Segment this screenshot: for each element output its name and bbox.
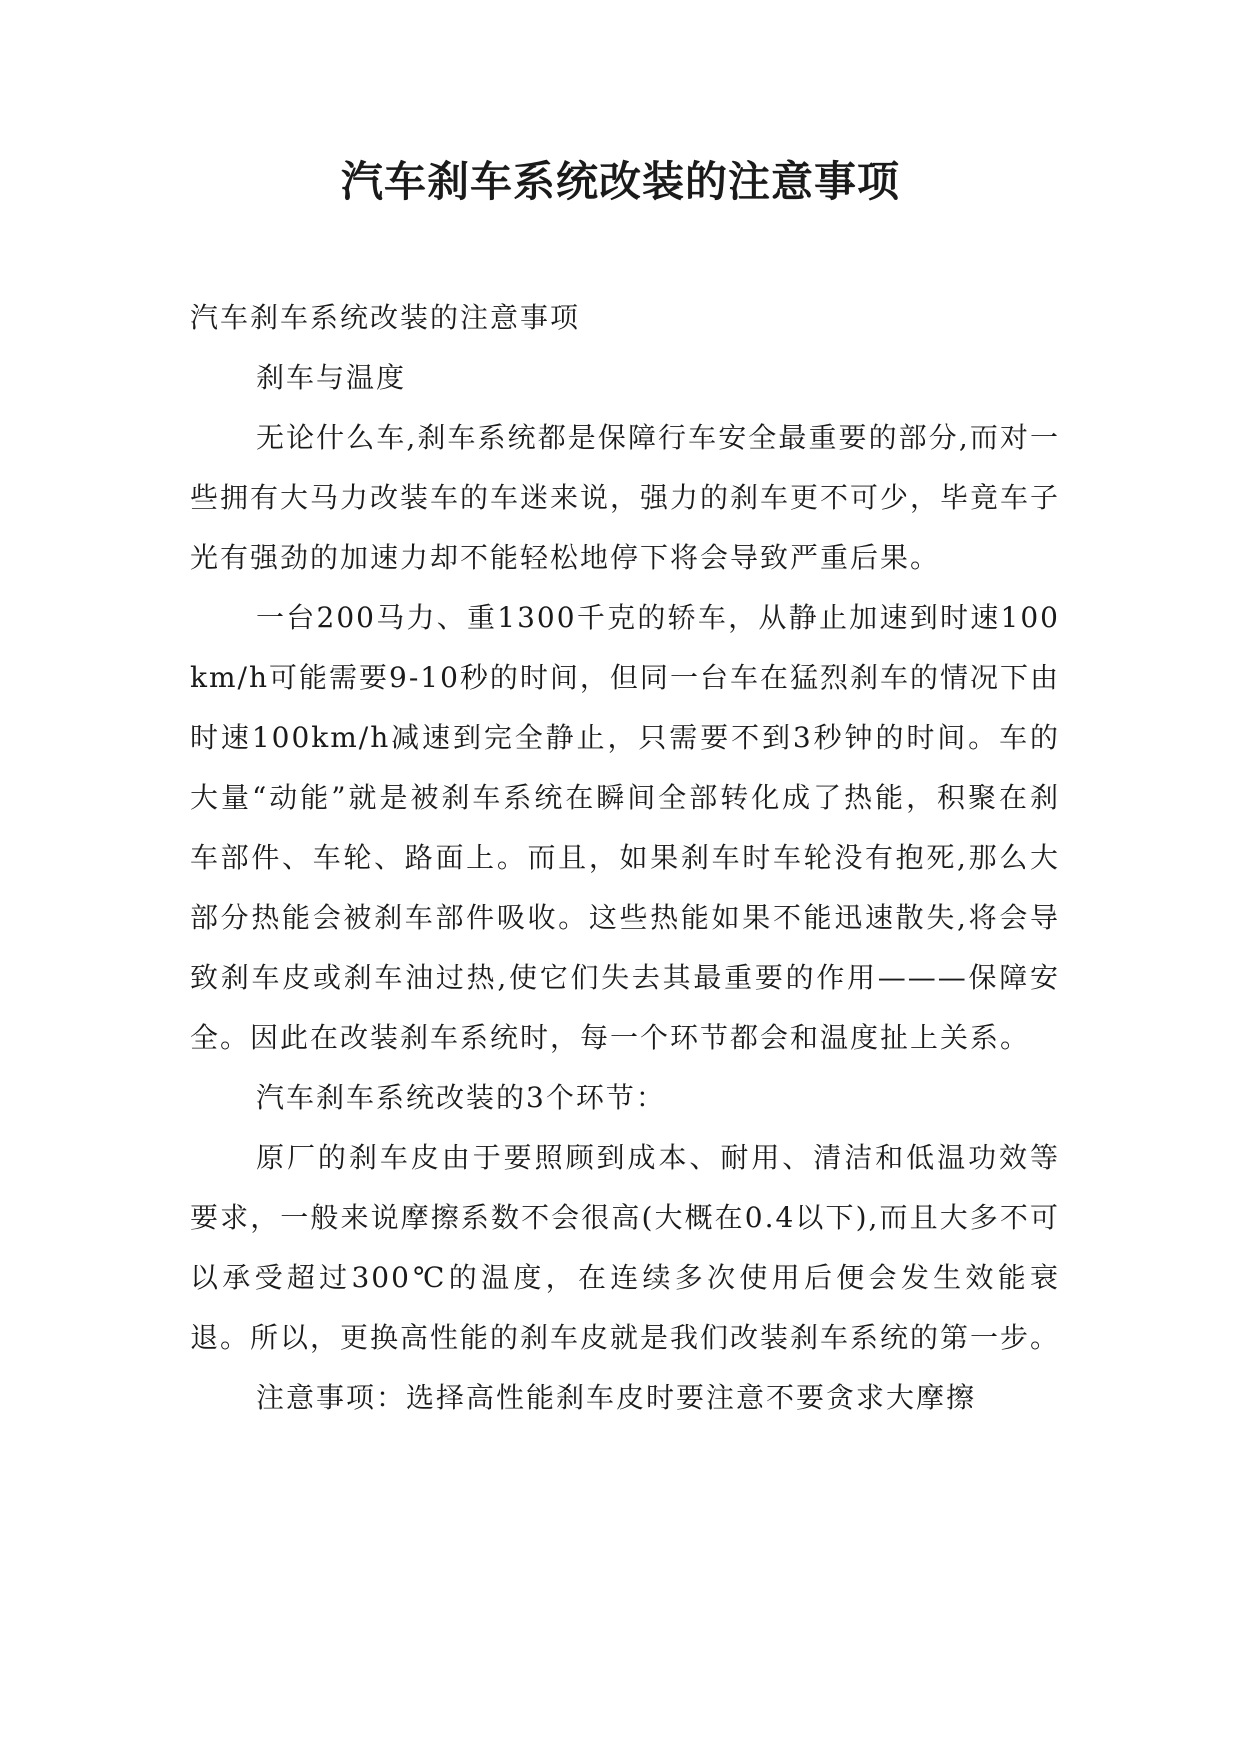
paragraph-section-heading: 刹车与温度 xyxy=(256,361,407,394)
paragraph-heading-repeat: 汽车刹车系统改装的注意事项 xyxy=(190,301,581,334)
paragraph-brake-pads: 原厂的刹车皮由于要照顾到成本、耐用、清洁和低温功效等要求，一般来说摩擦系数不会很高(大概在0.4以下),而且大多不可以承受超过300℃的温度，在连续多次使用后便会发生效能衰退。所以，更换高性能的刹车皮就是我们改装刹车系统的第一步。 xyxy=(190,1141,1061,1354)
paragraph-energy: 一台200马力、重1300千克的轿车，从静止加速到时速100km/h可能需要9-10秒的时间，但同一台车在猛烈刹车的情况下由时速100km/h减速到完全静止，只需要不到3秒钟的时间。车的大量“动能”就是被刹车系统在瞬间全部转化成了热能，积聚在刹车部件、车轮、路面上。而且，如果刹车时车轮没有抱死,那么大部分热能会被刹车部件吸收。这些热能如果不能迅速散失,将会导致刹车皮或刹车油过热,使它们失去其最重要的作用———保障安全。因此在改装刹车系统时，每一个环节都会和温度扯上关系。 xyxy=(190,601,1060,1054)
document-body xyxy=(190,288,1060,1428)
paragraph-three-steps: 汽车刹车系统改装的3个环节： xyxy=(256,1081,666,1114)
document-title: 汽车刹车系统改装的注意事项 xyxy=(340,157,900,206)
paragraph-intro: 无论什么车,刹车系统都是保障行车安全最重要的部分,而对一些拥有大马力改装车的车迷来说，强力的刹车更不可少，毕竟车子光有强劲的加速力却不能轻松地停下将会导致严重后果。 xyxy=(190,421,1061,574)
paragraph-notes: 注意事项：选择高性能刹车皮时要注意不要贪求大摩擦 xyxy=(256,1381,977,1414)
